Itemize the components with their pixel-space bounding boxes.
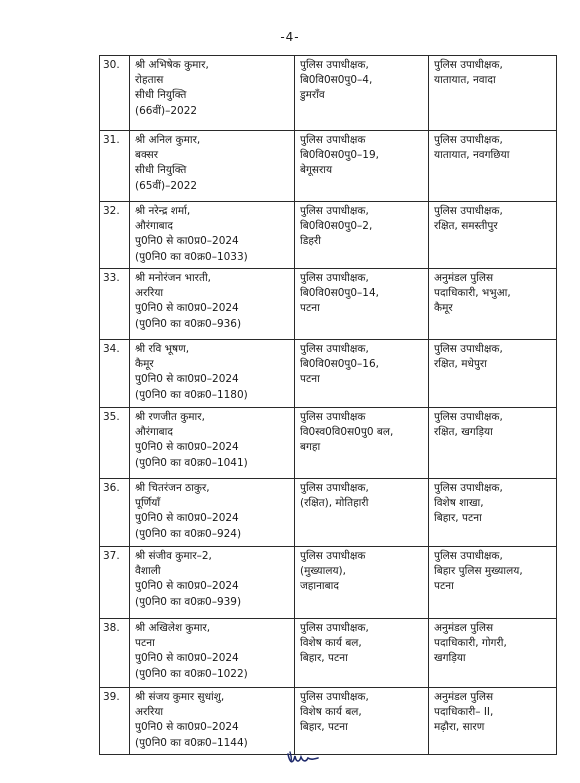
- officer-name-cell: [130, 56, 295, 131]
- new-posting-line: पुलिस उपाधीक्षक,: [434, 134, 503, 146]
- table-row: [100, 131, 557, 202]
- table-row: [100, 56, 557, 131]
- officer-name-cell: [130, 340, 295, 408]
- officer-detail-line: (पु0नि0 का व0क्र0–936): [135, 317, 242, 330]
- officer-detail-line: पु0नि0 से का0प्र0–2024: [135, 235, 239, 248]
- current-posting-line: विशेष कार्य बल,: [300, 637, 362, 650]
- officer-name-cell: [130, 131, 295, 202]
- current-posting-cell: [295, 688, 429, 755]
- new-posting-cell: [429, 131, 557, 202]
- officer-detail-line: (पु0नि0 का व0क्र0–1180): [135, 388, 248, 401]
- officer-detail-line: श्री रणजीत कुमार,: [135, 411, 205, 423]
- new-posting-line: बिहार पुलिस मुख्यालय,: [434, 565, 523, 578]
- current-posting-line: पटना: [300, 373, 320, 386]
- officer-name-cell: [130, 479, 295, 547]
- officer-detail-line: (65वीं)–2022: [135, 179, 198, 192]
- serial-number: 38.: [100, 619, 130, 688]
- table-body: [100, 56, 557, 755]
- officer-detail-line: श्री संजय कुमार सुधांशु,: [135, 691, 225, 703]
- table-row: [100, 619, 557, 688]
- signature-mark: [284, 746, 324, 770]
- current-posting-line: बिहार, पटना: [300, 721, 348, 734]
- officer-detail-line: पु0नि0 से का0प्र0–2024: [135, 652, 239, 665]
- new-posting-line: पुलिस उपाधीक्षक,: [434, 59, 503, 71]
- current-posting-cell: [295, 408, 429, 479]
- new-posting-line: बिहार, पटना: [434, 512, 482, 525]
- officer-detail-line: (पु0नि0 का व0क्र0–924): [135, 527, 242, 540]
- new-posting-line: पुलिस उपाधीक्षक,: [434, 205, 503, 217]
- officer-detail-line: श्री संजीव कुमार–2,: [135, 550, 212, 562]
- officer-detail-line: श्री रवि भूषण,: [135, 343, 190, 355]
- serial-number: 37.: [100, 547, 130, 619]
- page-number: -4-: [280, 30, 300, 44]
- new-posting-line: कैमूर: [434, 302, 453, 315]
- officer-name-cell: [130, 688, 295, 755]
- officer-detail-line: श्री अभिषेक कुमार,: [135, 59, 209, 71]
- officer-name-cell: [130, 547, 295, 619]
- current-posting-cell: [295, 269, 429, 340]
- officer-detail-line: पु0नि0 से का0प्र0–2024: [135, 580, 239, 593]
- new-posting-line: यातायात, नवादा: [434, 74, 496, 87]
- new-posting-cell: [429, 269, 557, 340]
- new-posting-line: यातायात, नवगछिया: [434, 149, 510, 162]
- current-posting-cell: [295, 56, 429, 131]
- new-posting-line: अनुमंडल पुलिस: [434, 622, 494, 634]
- new-posting-line: विशेष शाखा,: [434, 497, 484, 510]
- officer-detail-line: (पु0नि0 का व0क्र0–1033): [135, 250, 248, 263]
- current-posting-line: वि0स्व0वि0स0पु0 बल,: [300, 426, 394, 439]
- serial-number: 30.: [100, 56, 130, 131]
- current-posting-line: बि0वि0स0पु0–2,: [300, 220, 373, 233]
- current-posting-cell: [295, 547, 429, 619]
- officer-detail-line: अररिया: [135, 706, 164, 719]
- table-row: [100, 547, 557, 619]
- current-posting-line: बि0वि0स0पु0–4,: [300, 74, 373, 87]
- new-posting-cell: [429, 479, 557, 547]
- new-posting-line: अनुमंडल पुलिस: [434, 272, 494, 284]
- new-posting-line: पटना: [434, 580, 454, 593]
- new-posting-line: रक्षित, समस्तीपुर: [434, 220, 498, 233]
- current-posting-line: पुलिस उपाधीक्षक,: [300, 272, 369, 284]
- officer-detail-line: अररिया: [135, 287, 164, 300]
- table-row: [100, 340, 557, 408]
- serial-number: 33.: [100, 269, 130, 340]
- current-posting-line: बेगूसराय: [300, 164, 333, 177]
- officer-detail-line: (पु0नि0 का व0क्र0–1041): [135, 456, 248, 469]
- new-posting-cell: [429, 619, 557, 688]
- new-posting-line: खगड़िया: [434, 652, 466, 665]
- new-posting-line: पदाधिकारी– II,: [434, 706, 494, 719]
- new-posting-line: रक्षित, खगड़िया: [434, 426, 493, 439]
- current-posting-cell: [295, 340, 429, 408]
- new-posting-line: पुलिस उपाधीक्षक,: [434, 550, 503, 562]
- current-posting-line: पुलिस उपाधीक्षक: [300, 134, 366, 146]
- officer-detail-line: श्री नरेन्द्र शर्मा,: [135, 205, 191, 217]
- table-row: [100, 269, 557, 340]
- officer-detail-line: सीधी नियुक्ति: [135, 164, 187, 177]
- current-posting-line: बि0वि0स0पु0–19,: [300, 149, 380, 162]
- current-posting-line: जहानाबाद: [300, 580, 339, 593]
- current-posting-line: पुलिस उपाधीक्षक,: [300, 343, 369, 355]
- current-posting-line: पुलिस उपाधीक्षक,: [300, 59, 369, 71]
- officer-name-cell: [130, 202, 295, 269]
- serial-number: 36.: [100, 479, 130, 547]
- current-posting-line: पुलिस उपाधीक्षक,: [300, 205, 369, 217]
- current-posting-line: पुलिस उपाधीक्षक,: [300, 622, 369, 634]
- officer-detail-line: श्री मनोरंजन भारती,: [135, 272, 212, 284]
- new-posting-line: अनुमंडल पुलिस: [434, 691, 494, 703]
- new-posting-line: पदाधिकारी, भभुआ,: [434, 287, 511, 300]
- table-row: [100, 688, 557, 755]
- officer-detail-line: श्री अखिलेश कुमार,: [135, 622, 211, 634]
- table-row: [100, 408, 557, 479]
- officer-detail-line: (पु0नि0 का व0क्र0–1022): [135, 667, 248, 680]
- officer-detail-line: पूर्णियाँ: [135, 497, 161, 510]
- serial-number: 35.: [100, 408, 130, 479]
- officer-detail-line: औरंगाबाद: [135, 220, 173, 233]
- serial-number: 34.: [100, 340, 130, 408]
- officer-name-cell: [130, 269, 295, 340]
- current-posting-line: डिहरी: [300, 235, 321, 248]
- officer-detail-line: पु0नि0 से का0प्र0–2024: [135, 373, 239, 386]
- current-posting-cell: [295, 479, 429, 547]
- current-posting-line: पुलिस उपाधीक्षक: [300, 550, 366, 562]
- serial-number: 31.: [100, 131, 130, 202]
- officer-detail-line: (66वीं)–2022: [135, 104, 198, 117]
- current-posting-cell: [295, 131, 429, 202]
- current-posting-cell: [295, 202, 429, 269]
- current-posting-line: पुलिस उपाधीक्षक: [300, 411, 366, 423]
- officer-detail-line: पु0नि0 से का0प्र0–2024: [135, 441, 239, 454]
- serial-number: 39.: [100, 688, 130, 755]
- current-posting-line: (रक्षित), मोतिहारी: [300, 497, 369, 510]
- new-posting-cell: [429, 688, 557, 755]
- current-posting-line: डुमराँव: [300, 89, 325, 102]
- current-posting-line: बगहा: [300, 441, 321, 454]
- officer-detail-line: (पु0नि0 का व0क्र0–1144): [135, 736, 248, 749]
- new-posting-line: पदाधिकारी, गोगरी,: [434, 637, 507, 650]
- officer-detail-line: कैमूर: [135, 358, 154, 371]
- serial-number: 32.: [100, 202, 130, 269]
- officer-detail-line: पु0नि0 से का0प्र0–2024: [135, 302, 239, 315]
- new-posting-cell: [429, 547, 557, 619]
- officer-detail-line: पटना: [135, 637, 155, 650]
- officer-detail-line: सीधी नियुक्ति: [135, 89, 187, 102]
- new-posting-line: पुलिस उपाधीक्षक,: [434, 482, 503, 494]
- officer-detail-line: वैशाली: [135, 565, 161, 578]
- current-posting-line: बि0वि0स0पु0–16,: [300, 358, 380, 371]
- officer-detail-line: बक्सर: [135, 149, 159, 162]
- new-posting-cell: [429, 340, 557, 408]
- officer-name-cell: [130, 408, 295, 479]
- officer-detail-line: रोहतास: [135, 74, 164, 87]
- current-posting-line: बि0वि0स0पु0–14,: [300, 287, 380, 300]
- new-posting-line: पुलिस उपाधीक्षक,: [434, 343, 503, 355]
- new-posting-line: रक्षित, मधेपुरा: [434, 358, 487, 371]
- officer-name-cell: [130, 619, 295, 688]
- new-posting-cell: [429, 56, 557, 131]
- new-posting-cell: [429, 202, 557, 269]
- current-posting-line: (मुख्यालय),: [300, 565, 346, 578]
- current-posting-line: पुलिस उपाधीक्षक,: [300, 691, 369, 703]
- table-row: [100, 479, 557, 547]
- current-posting-line: बिहार, पटना: [300, 652, 348, 665]
- current-posting-line: पटना: [300, 302, 320, 315]
- officer-detail-line: पु0नि0 से का0प्र0–2024: [135, 721, 239, 734]
- current-posting-cell: [295, 619, 429, 688]
- transfer-table: [99, 55, 557, 755]
- new-posting-cell: [429, 408, 557, 479]
- new-posting-line: पुलिस उपाधीक्षक,: [434, 411, 503, 423]
- current-posting-line: पुलिस उपाधीक्षक,: [300, 482, 369, 494]
- officer-detail-line: श्री चितरंजन ठाकुर,: [135, 482, 210, 494]
- table-row: [100, 202, 557, 269]
- officer-detail-line: श्री अनिल कुमार,: [135, 134, 201, 146]
- current-posting-line: विशेष कार्य बल,: [300, 706, 362, 719]
- officer-detail-line: औरंगाबाद: [135, 426, 173, 439]
- officer-detail-line: (पु0नि0 का व0क्र0–939): [135, 595, 242, 608]
- officer-detail-line: पु0नि0 से का0प्र0–2024: [135, 512, 239, 525]
- new-posting-line: मढ़ौरा, सारण: [434, 721, 485, 734]
